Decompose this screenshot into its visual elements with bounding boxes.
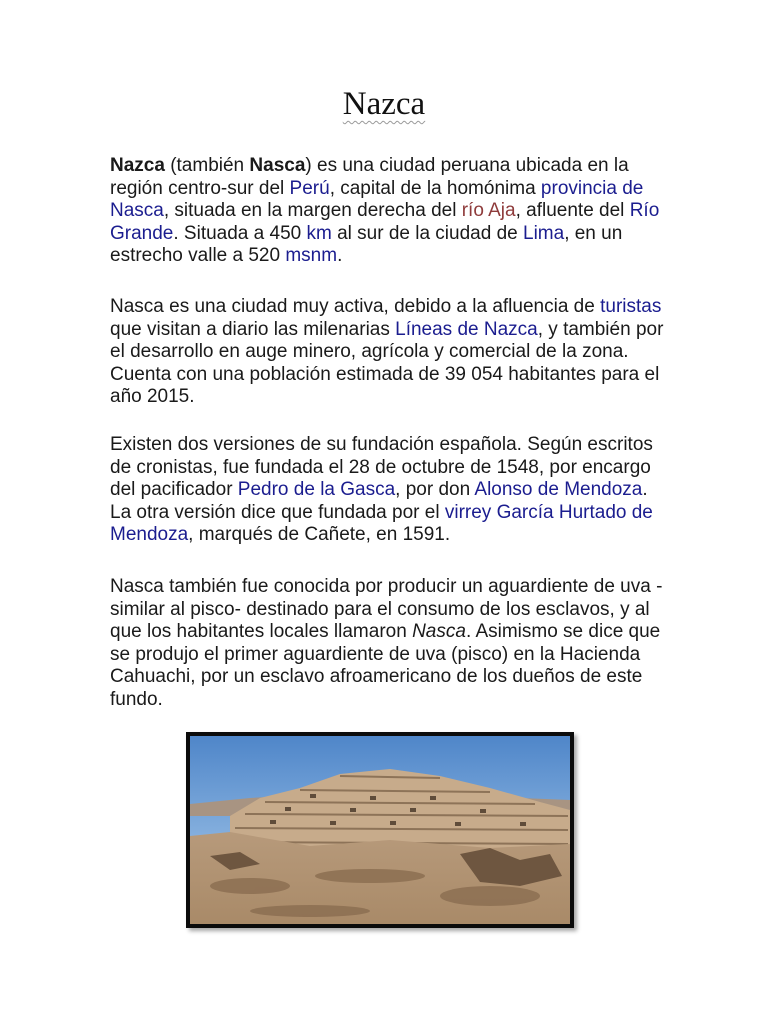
text-run: . Asimismo se dice que se produjo el primer aguardiente de uva (pisco) en la Hacienda Cahuachi, por un esclavo afroamericano de los dueños de este fundo. xyxy=(110,621,661,710)
text-run: , capital de la homónima xyxy=(329,177,541,199)
text-run: , marqués de Cañete, en 1591. xyxy=(188,524,451,546)
term-nasca-italic: Nasca xyxy=(412,621,466,643)
link-rio-aja[interactable]: río Aja xyxy=(461,200,516,222)
text-run: , situada en la margen derecha del xyxy=(163,200,462,222)
paragraph-activity xyxy=(110,296,670,409)
text-run: , en un estrecho valle a 520 xyxy=(110,222,623,267)
text-run: . xyxy=(337,245,343,267)
term-nasca: Nasca xyxy=(249,155,306,176)
title-text: Nazca xyxy=(342,86,426,122)
link-virrey-garcia-hurtado[interactable]: virrey García Hurtado de Mendoza xyxy=(110,501,653,546)
text-run: , por don xyxy=(395,479,475,501)
link-rio-grande[interactable]: Río Grande xyxy=(110,200,660,244)
paragraph-intro xyxy=(110,155,670,268)
link-pedro-de-la-gasca[interactable]: Pedro de la Gasca xyxy=(237,479,396,501)
paragraph-foundation xyxy=(110,434,670,547)
page-title xyxy=(0,84,768,124)
link-provincia-de-nasca[interactable]: provincia de Nasca xyxy=(110,177,644,222)
term-nazca: Nazca xyxy=(110,155,165,176)
link-msnm[interactable]: msnm xyxy=(285,245,338,267)
paragraph-aguardiente xyxy=(110,576,670,712)
text-run: que visitan a diario las milenarias xyxy=(110,318,396,340)
link-lineas-de-nazca[interactable]: Líneas de Nazca xyxy=(395,318,538,340)
text-run: (también xyxy=(164,155,250,176)
text-run: Nasca es una ciudad muy activa, debido a la afluencia de xyxy=(110,296,601,317)
text-run: . La otra versión dice que fundada por el xyxy=(110,479,648,523)
link-lima[interactable]: Lima xyxy=(523,222,565,244)
cahuachi-pyramid-photo xyxy=(186,732,574,928)
text-run: Nasca también fue conocida por producir un aguardiente de uva -similar al pisco- destinado para el consumo de los esclavos, y al que los habitantes locales llamaron xyxy=(110,576,663,643)
text-run: ) es una ciudad peruana ubicada en la región centro-sur del xyxy=(110,155,629,199)
text-run: , y también por el desarrollo en auge minero, agrícola y comercial de la zona. Cuenta con una población estimada de 39 054 habitantes para el año 2015. xyxy=(110,318,664,408)
text-run: , afluente del xyxy=(515,200,630,222)
link-turistas[interactable]: turistas xyxy=(600,296,662,317)
link-peru[interactable]: Perú xyxy=(289,177,330,199)
text-run: Existen dos versiones de su fundación española. Según escritos de cronistas, fue fundada el 28 de octubre de 1548, por encargo del pacificador xyxy=(110,434,653,501)
text-run: al sur de la ciudad de xyxy=(331,222,523,244)
text-run: . Situada a 450 xyxy=(173,222,307,244)
link-alonso-de-mendoza[interactable]: Alonso de Mendoza xyxy=(474,479,643,501)
link-km[interactable]: km xyxy=(306,222,332,244)
pyramid-illustration xyxy=(190,736,570,924)
